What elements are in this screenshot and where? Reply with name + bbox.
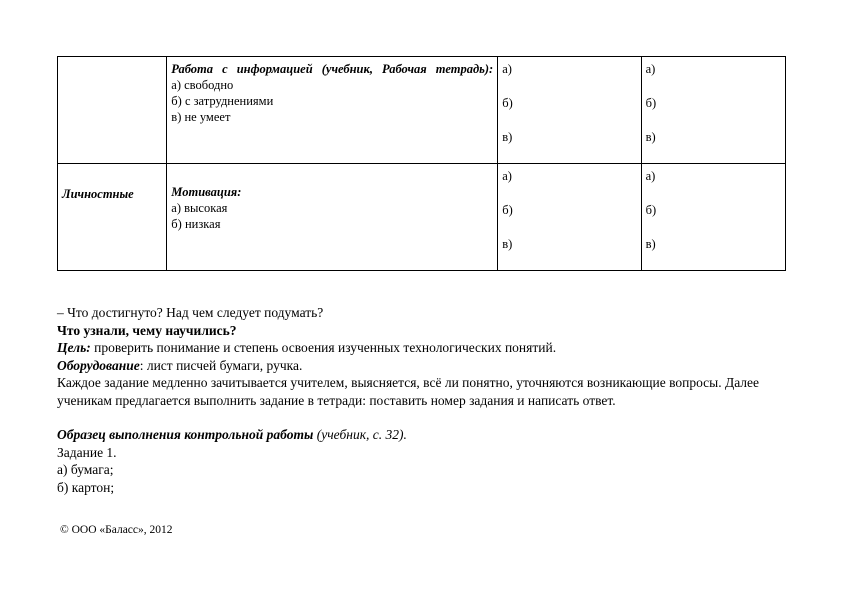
score-option: а) (502, 62, 512, 76)
spacer (57, 409, 797, 426)
criteria-option: а) свободно (171, 78, 234, 92)
instructions-paragraph: Каждое задание медленно зачитывается учителем, выясняется, всё ли понятно, уточняются возникающие вопросы. Далее ученикам предлагается выполнить задание в тетради: поставить номер задания и написать ответ. (57, 375, 760, 408)
score-cell (641, 57, 785, 164)
category-cell (58, 164, 167, 271)
task-option: а) бумага; (57, 462, 114, 477)
score-option: б) (502, 203, 513, 217)
score-cell (641, 164, 785, 271)
score-option: в) (502, 237, 513, 251)
score-option: а) (645, 62, 656, 76)
score-cell (498, 57, 641, 164)
score-option: а) (645, 169, 656, 183)
criteria-option: а) высокая (171, 201, 228, 215)
equipment-line (57, 357, 797, 375)
criteria-title: Работа с информацией (учебник, Рабочая тетрадь): (171, 62, 494, 76)
sample-label: Образец выполнения контрольной работы (57, 427, 314, 442)
score-option: б) (645, 96, 657, 110)
table-row (58, 57, 786, 164)
criteria-option: б) с затруднениями (171, 94, 274, 108)
goal-label: Цель: (57, 340, 91, 355)
table-row (58, 164, 786, 271)
lesson-text (57, 304, 797, 496)
goal-text: проверить понимание и степень освоения изученных технологических понятий. (90, 340, 557, 355)
sample-line (57, 426, 797, 444)
category-label: Личностные (62, 187, 134, 201)
copyright-footer: © ООО «Баласс», 2012 (60, 524, 173, 536)
criteria-option: б) низкая (171, 217, 221, 231)
question-line: – Что достигнуто? Над чем следует подумать? (57, 305, 324, 320)
sample-reference: (учебник, с. 32). (313, 427, 407, 442)
task-title: Задание 1. (57, 444, 117, 460)
equipment-text: : лист писчей бумаги, ручка. (139, 357, 303, 373)
score-option: б) (645, 203, 657, 217)
score-option: в) (502, 130, 513, 144)
criteria-cell (167, 164, 498, 271)
goal-line (57, 339, 797, 357)
score-cell (498, 164, 641, 271)
criteria-title: Мотивация: (171, 185, 242, 199)
score-option: б) (502, 96, 513, 110)
criteria-option: в) не умеет (171, 110, 231, 124)
score-option: в) (645, 130, 656, 144)
evaluation-table (57, 56, 786, 271)
equipment-label: Оборудование (57, 357, 140, 373)
category-cell (58, 57, 167, 164)
criteria-cell (167, 57, 498, 164)
score-option: в) (645, 237, 656, 251)
reflection-heading: Что узнали, чему научились? (57, 322, 237, 338)
score-option: а) (502, 169, 512, 183)
task-option: б) картон; (57, 479, 115, 495)
